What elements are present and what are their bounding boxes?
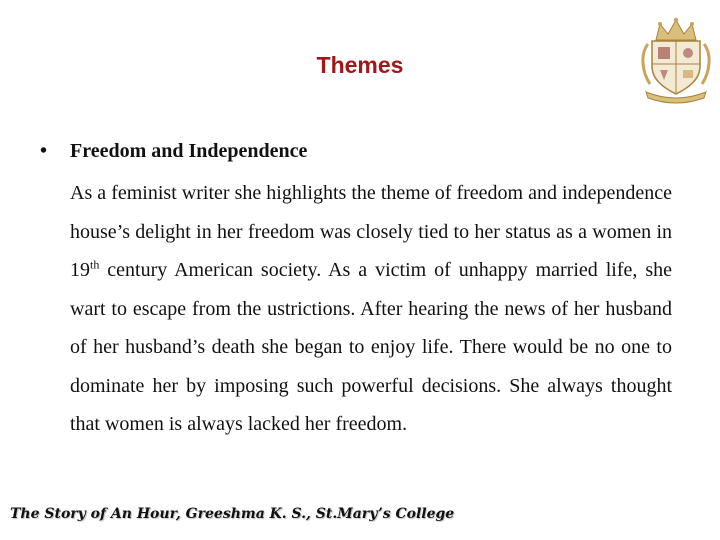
slide-title: Themes [316,52,404,78]
slide-footer: The Story of An Hour, Greeshma K. S., St.Mary’s College [10,506,455,522]
paragraph-part-1: As a feminist writer she highlights the theme of freedom and independence house’s delight in her freedom was closely tied to her status as a women in 19 [70,182,672,281]
bullet-heading: Freedom and Independence [70,140,308,162]
ordinal-superscript: th [90,257,100,272]
college-crest-icon [638,14,714,104]
bullet-item [40,140,307,163]
bullet-symbol: • [40,140,48,162]
paragraph-part-2: century American society. As a victim of unhappy married life, she wart to escape from the ustrictions. After hearing the news of her husband of her husband’s death she began to enjoy life. There would be no one to dominate her by imposing such powerful decisions. She always thought that women is always lacked her freedom. [70,259,672,435]
body-paragraph [70,174,672,444]
